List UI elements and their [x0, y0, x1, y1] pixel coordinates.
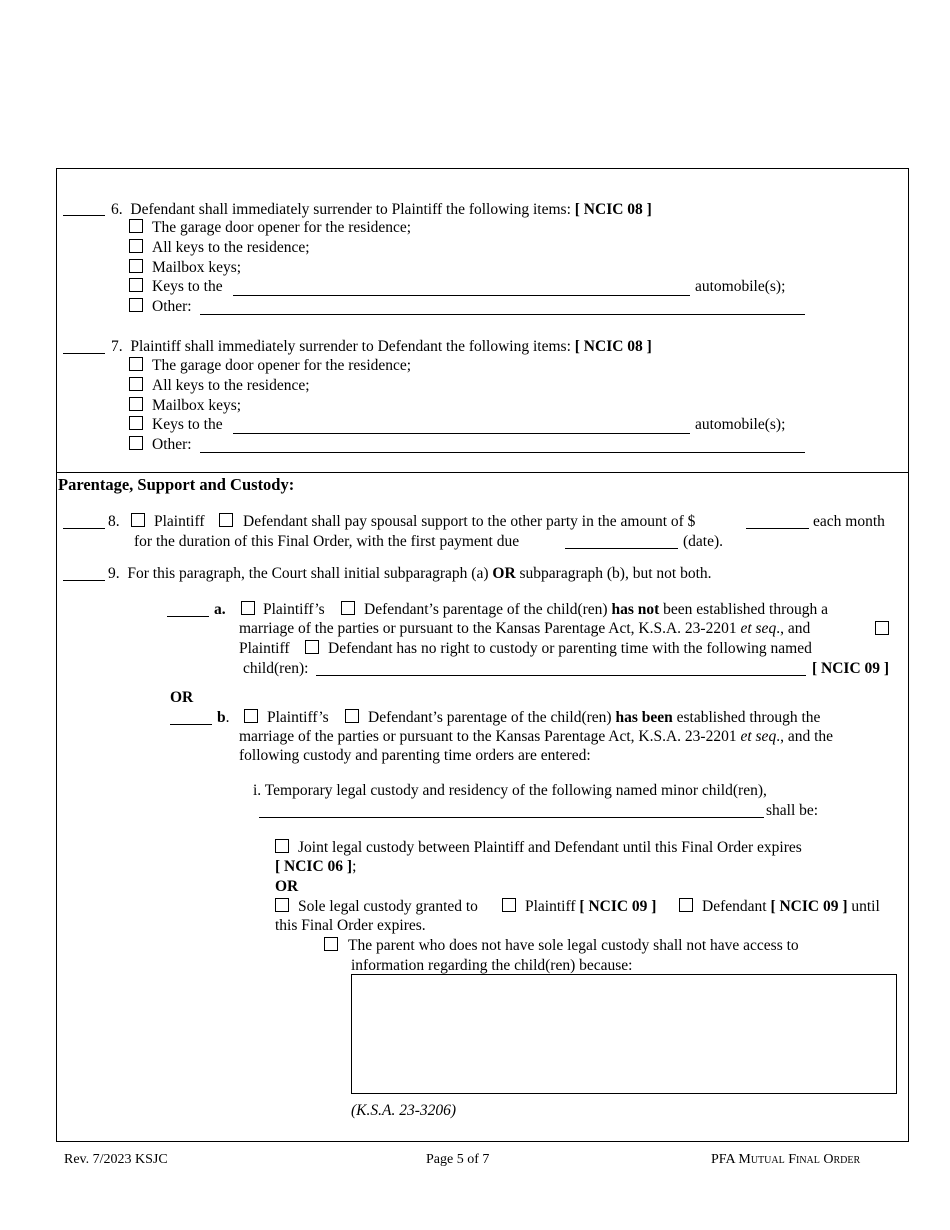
item6-mailbox-checkbox[interactable]: [129, 259, 143, 273]
item7-mailbox-checkbox[interactable]: [129, 397, 143, 411]
a-line3: Defendant has no right to custody or parenting time with the following named: [328, 640, 812, 657]
sub-b-label: b.: [217, 709, 230, 726]
b-line2: marriage of the parties or pursuant to the Kansas Parentage Act, K.S.A. 23-2201 et seq., and the: [239, 728, 834, 745]
item6-auto-label: automobile(s);: [695, 278, 786, 295]
a-plaintiff2-checkbox[interactable]: [875, 621, 889, 635]
item7-opt-label: The garage door opener for the residence;: [152, 357, 412, 374]
a-line1: Defendant’s parentage of the child(ren) has not been established through a: [364, 601, 829, 618]
a-plaintiffs-label: Plaintiff’s: [263, 601, 325, 618]
b-defendant-checkbox[interactable]: [345, 709, 359, 723]
item7-auto-field[interactable]: [233, 433, 690, 434]
item6-garage-checkbox[interactable]: [129, 219, 143, 233]
sub-a-label: a.: [214, 601, 226, 618]
section-heading: Parentage, Support and Custody:: [58, 475, 295, 494]
bi-shall-be: shall be:: [766, 802, 819, 819]
item6-other-checkbox[interactable]: [129, 298, 143, 312]
first-payment-date-field[interactable]: [565, 548, 678, 549]
item7-auto-label: automobile(s);: [695, 416, 786, 433]
item8-text: Defendant shall pay spousal support to the other party in the amount of $: [243, 513, 696, 530]
item8-plaintiff-label: Plaintiff: [154, 513, 205, 530]
item6-opt-label: Mailbox keys;: [152, 259, 242, 276]
a-line2: marriage of the parties or pursuant to the Kansas Parentage Act, K.S.A. 23-2201 et seq., and: [239, 620, 811, 637]
a-ncic-code: [ NCIC 09 ]: [812, 660, 890, 677]
item8-plaintiff-checkbox[interactable]: [131, 513, 145, 527]
a-defendant2-checkbox[interactable]: [305, 640, 319, 654]
a-line3-plaintiff: Plaintiff: [239, 640, 290, 657]
no-access-line2: information regarding the child(ren) because:: [351, 957, 633, 974]
b-line1: Defendant’s parentage of the child(ren) has been established through the: [368, 709, 821, 726]
item8-line2: for the duration of this Final Order, with the first payment due: [134, 533, 520, 550]
joint-custody-label: Joint legal custody between Plaintiff and Defendant until this Final Order expires: [298, 839, 802, 856]
item7-other-checkbox[interactable]: [129, 436, 143, 450]
item7-opt-label: Keys to the: [152, 416, 223, 433]
item6-keys-checkbox[interactable]: [129, 239, 143, 253]
item7-text: 7. Plaintiff shall immediately surrender to Defendant the following items: [ NCIC 08 ]: [111, 338, 652, 355]
footer-revision: Rev. 7/2023 KSJC: [64, 1152, 168, 1167]
section-divider: [56, 472, 909, 473]
joint-custody-checkbox[interactable]: [275, 839, 289, 853]
sole-plaintiff-checkbox[interactable]: [502, 898, 516, 912]
initial-line-9b[interactable]: [170, 724, 212, 725]
initial-line-9[interactable]: [63, 580, 105, 581]
joint-ncic: [ NCIC 06 ];: [275, 858, 357, 875]
item6-other-field[interactable]: [200, 314, 805, 315]
item7-garage-checkbox[interactable]: [129, 357, 143, 371]
b-line3: following custody and parenting time orders are entered:: [239, 747, 591, 764]
item6-opt-label: Keys to the: [152, 278, 223, 295]
statute-ref: (K.S.A. 23-3206): [351, 1102, 457, 1119]
sole-expires: this Final Order expires.: [275, 917, 426, 934]
sole-plaintiff-label: Plaintiff [ NCIC 09 ]: [525, 898, 657, 915]
item6-opt-label: All keys to the residence;: [152, 239, 310, 256]
item6-text: 6. Defendant shall immediately surrender to Plaintiff the following items: [ NCIC 08 ]: [111, 201, 652, 218]
no-access-checkbox[interactable]: [324, 937, 338, 951]
initial-line-6[interactable]: [63, 215, 105, 216]
custody-or: OR: [275, 878, 299, 895]
reason-textbox[interactable]: [351, 974, 897, 1094]
a-children-field[interactable]: [316, 675, 806, 676]
a-defendant-checkbox[interactable]: [341, 601, 355, 615]
bi-children-field[interactable]: [259, 817, 764, 818]
footer-page-number: Page 5 of 7: [426, 1152, 490, 1167]
b-plaintiff-checkbox[interactable]: [244, 709, 258, 723]
item7-opt-label: All keys to the residence;: [152, 377, 310, 394]
bi-text: i. Temporary legal custody and residency of the following named minor child(ren),: [253, 782, 767, 799]
item8-num: 8.: [108, 513, 120, 530]
initial-line-9a[interactable]: [167, 616, 209, 617]
sole-custody-label: Sole legal custody granted to: [298, 898, 478, 915]
sole-defendant-label: Defendant [ NCIC 09 ] until: [702, 898, 880, 915]
item7-other-field[interactable]: [200, 452, 805, 453]
item7-keys-checkbox[interactable]: [129, 377, 143, 391]
no-access-line1: The parent who does not have sole legal custody shall not have access to: [348, 937, 799, 954]
item8-date-label: (date).: [683, 533, 724, 550]
a-line4: child(ren):: [243, 660, 309, 677]
item8-defendant-checkbox[interactable]: [219, 513, 233, 527]
or-separator: OR: [170, 689, 194, 706]
item8-month: each month: [813, 513, 885, 530]
support-amount-field[interactable]: [746, 528, 809, 529]
sole-custody-checkbox[interactable]: [275, 898, 289, 912]
b-plaintiffs-label: Plaintiff’s: [267, 709, 329, 726]
item7-auto-checkbox[interactable]: [129, 416, 143, 430]
item9-text: 9. For this paragraph, the Court shall initial subparagraph (a) OR subparagraph (b), but not both.: [108, 565, 712, 582]
item7-opt-label: Other:: [152, 436, 192, 453]
sole-defendant-checkbox[interactable]: [679, 898, 693, 912]
item6-auto-field[interactable]: [233, 295, 690, 296]
initial-line-7[interactable]: [63, 353, 105, 354]
item7-opt-label: Mailbox keys;: [152, 397, 242, 414]
initial-line-8[interactable]: [63, 528, 105, 529]
footer-form-title: PFA Mutual Final Order: [711, 1152, 861, 1167]
item6-opt-label: Other:: [152, 298, 192, 315]
item6-opt-label: The garage door opener for the residence;: [152, 219, 412, 236]
item6-auto-checkbox[interactable]: [129, 278, 143, 292]
a-plaintiff-checkbox[interactable]: [241, 601, 255, 615]
